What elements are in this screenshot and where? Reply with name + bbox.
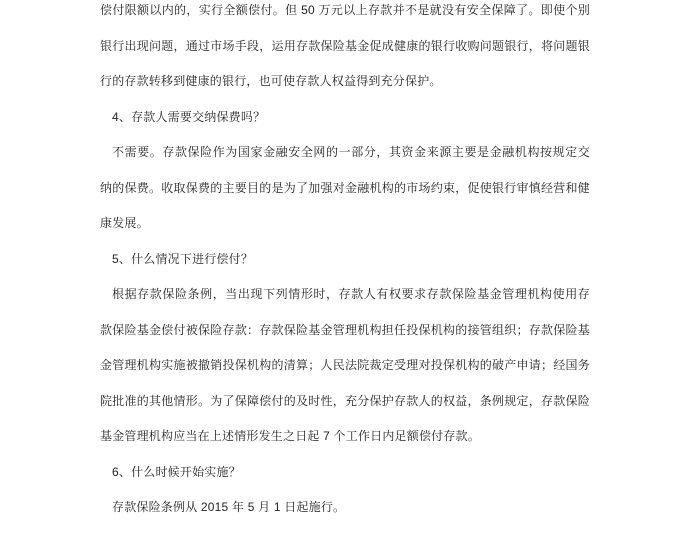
text-line: 不需要。存款保险作为国家金融安全网的一部分，其资金来源主要是金融机构按规定交: [112, 145, 590, 159]
text-line: 5、什么情况下进行偿付？: [112, 251, 254, 266]
text-line: 款保险基金偿付被保险存款：存款保险基金管理机构担任投保机构的接管组织；存款保险基: [100, 322, 590, 337]
text-line: 基金管理机构应当在上述情形发生之日起 7 个工作日内足额偿付存款。: [100, 429, 480, 443]
text-line: 4、存款人需要交纳保费吗？: [112, 109, 266, 124]
text-line: 6、什么时候开始实施？: [112, 464, 241, 479]
text-line: 银行出现问题，通过市场手段，运用存款保险基金促成健康的银行收购问题银行，将问题银: [100, 38, 590, 53]
document-body: [100, 0, 590, 526]
text-line: 存款保险条例从 2015 年 5 月 1 日起施行。: [112, 500, 346, 514]
text-line: 根据存款保险条例，当出现下列情形时，存款人有权要求存款保险基金管理机构使用存: [112, 287, 590, 301]
text-line: 金管理机构实施被撤销投保机构的清算；人民法院裁定受理对投保机构的破产申请；经国务: [100, 358, 590, 372]
text-line: 院批准的其他情形。为了保障偿付的及时性，充分保护存款人的权益，条例规定，存款保险: [100, 393, 590, 408]
text-line: 康发展。: [100, 216, 149, 230]
text-line: 纳的保费。收取保费的主要目的是为了加强对金融机构的市场约束，促使银行审慎经营和健: [100, 180, 590, 195]
text-line: 偿付限额以内的，实行全额偿付。但 50 万元以上存款并不是就没有安全保障了。即使个别: [100, 3, 590, 17]
text-line: 行的存款转移到健康的银行，也可使存款人权益得到充分保护。: [100, 74, 442, 88]
